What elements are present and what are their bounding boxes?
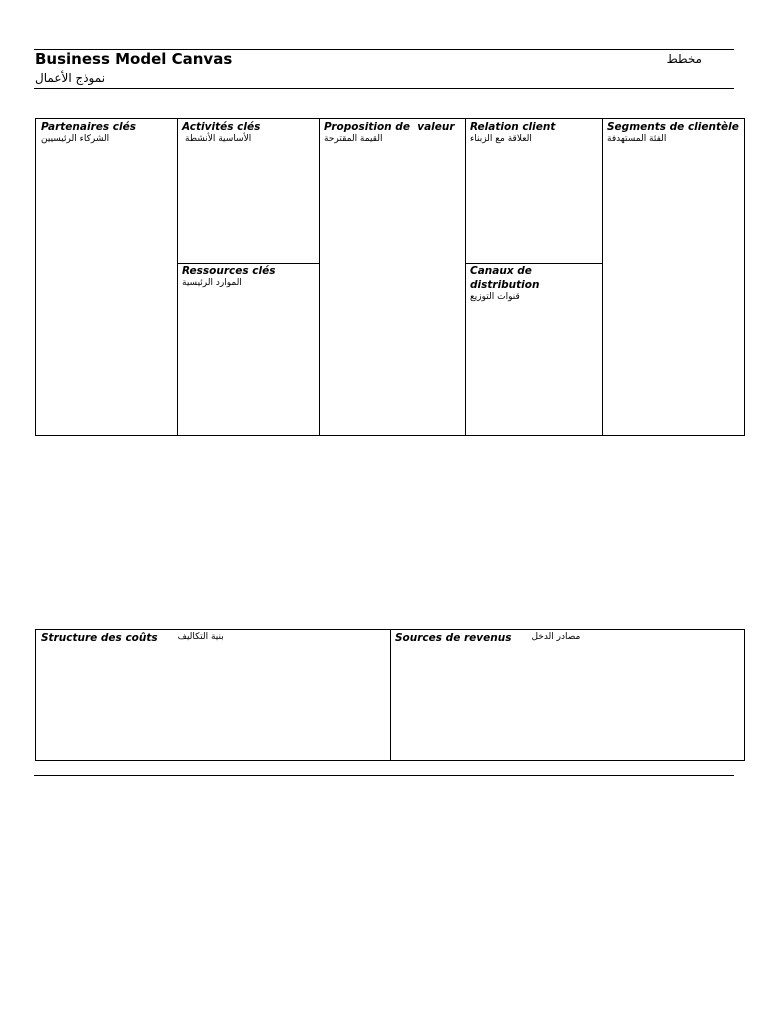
key-activities-label-arabic: الأساسية الأنشطة [185, 134, 252, 144]
revenue-streams-label: Sources de revenus [395, 632, 512, 644]
customer-relationships-cell[interactable] [465, 119, 602, 263]
cost-structure-cell[interactable] [36, 630, 390, 760]
customer-segments-cell[interactable] [602, 119, 744, 435]
key-partners-label: Partenaires clés [41, 121, 136, 133]
key-activities-cell[interactable] [177, 119, 319, 263]
header-bottom-rule [34, 88, 734, 89]
channels-cell[interactable] [465, 263, 555, 435]
key-resources-label-arabic: الموارد الرئيسية [182, 278, 242, 288]
key-resources-label: Ressources clés [182, 265, 276, 277]
canvas-main-grid [35, 118, 745, 436]
customer-relationships-label: Relation client [470, 121, 556, 133]
key-resources-cell[interactable] [177, 263, 319, 435]
footer-rule [34, 775, 734, 776]
value-proposition-cell[interactable] [319, 119, 465, 435]
key-partners-label-arabic: الشركاء الرئيسيين [41, 134, 110, 144]
cost-structure-label: Structure des coûts [41, 632, 158, 644]
key-activities-label: Activités clés [182, 121, 261, 133]
document-subtitle-arabic: نموذج الأعمال [35, 71, 106, 85]
channels-label: Canaux de distribution [470, 265, 540, 291]
document-title: Business Model Canvas [35, 50, 233, 68]
document-title-arabic: مخطط [666, 52, 702, 66]
value-proposition-label: Proposition de valeur [324, 121, 455, 133]
revenue-streams-cell[interactable] [390, 630, 744, 760]
cost-structure-label-arabic: بنية التكاليف [177, 632, 224, 642]
customer-segments-label-arabic: الفئة المستهدفة [607, 134, 667, 144]
value-proposition-label-arabic: القيمة المقترحة [324, 134, 383, 144]
channels-label-arabic: قنوات التوزيع [470, 292, 520, 302]
canvas-financial-grid [35, 629, 745, 761]
revenue-streams-label-arabic: مصادر الدخل [531, 632, 581, 642]
customer-segments-label: Segments de clientèle [607, 121, 739, 133]
key-partners-cell[interactable] [36, 119, 177, 435]
customer-relationships-label-arabic: العلاقة مع الزبناء [470, 134, 532, 144]
